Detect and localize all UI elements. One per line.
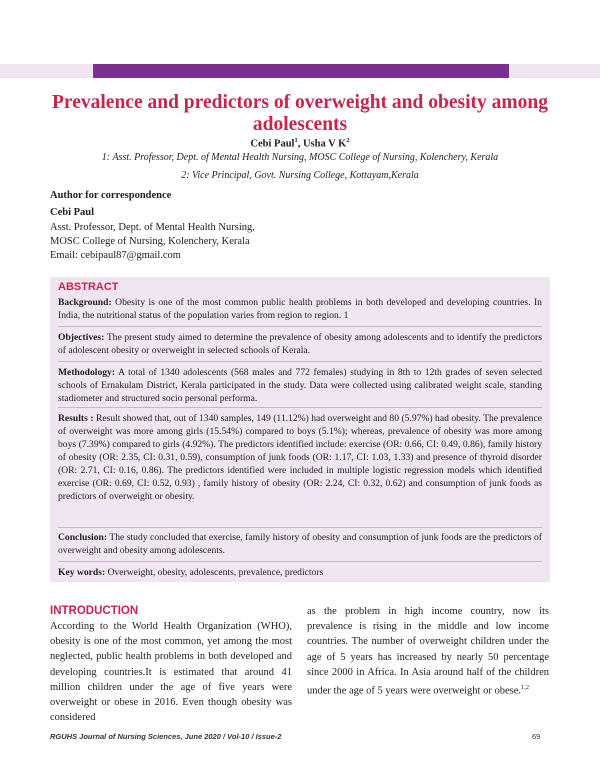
introduction-right-column xyxy=(307,604,549,699)
objectives-label: Objectives: xyxy=(58,332,105,343)
divider xyxy=(58,326,542,327)
conclusion-text: The study concluded that exercise, family history of obesity and consumption of junk foods are the predictors of overweight and obesity among adolescents. xyxy=(58,532,543,556)
keywords-text: Overweight, obesity, adolescents, prevalence, predictors xyxy=(107,567,324,578)
objectives-text: The present study aimed to determine the prevalence of obesity among adolescents and to identify the predictors of adolescent obesity or overweight in selected schools of Kerala. xyxy=(58,332,542,356)
divider xyxy=(58,361,542,362)
introduction-left-column: According to the World Health Organization (WHO), obesity is one of the most common, yet among the most neglected, public health problems in both developed and developing countries.It is estimated that around 41 million children under the age of five years were overweight or obese in 2016. Even though obesity was considered xyxy=(50,621,292,724)
abstract-conclusion xyxy=(58,531,542,557)
conclusion-label: Conclusion: xyxy=(58,532,108,543)
methodology-text: A total of 1340 adolescents (568 males and 772 females) studying in 8th to 12th grades of seven selected schools of Ernakulam District, Kerala participated in the study. Data were collected using calibrated weight scale, standing stadiometer and structured socio personal performa. xyxy=(58,367,543,404)
introduction-right-text: as the problem in high income country, now its prevalence is rising in the middle and low income countries. The number of overweight children under the age of 5 years has increased by nearly 50 percentage since 2000 in Africa. In Asia around half of the children under the age of 5 years were overweight or obese. xyxy=(307,606,549,697)
affiliation-1: 1: Asst. Professor, Dept. of Mental Health Nursing, MOSC College of Nursing, Kolenchery, Kerala xyxy=(101,152,499,163)
author-2-sup: 2 xyxy=(346,137,350,144)
author-1: Cebi Paul xyxy=(250,138,295,150)
divider xyxy=(58,527,542,528)
page-number: 69 xyxy=(532,732,541,741)
background-label: Background: xyxy=(58,297,112,308)
author-line xyxy=(40,137,560,150)
journal-footer: RGUHS Journal of Nursing Sciences, June 2020 / Vol-10 / Issue-2 xyxy=(50,732,282,741)
introduction-heading: INTRODUCTION xyxy=(50,605,139,617)
results-label: Results : xyxy=(58,413,94,424)
divider xyxy=(58,407,542,408)
affiliation-2: 2: Vice Principal, Govt. Nursing College, Kottayam,Kerala xyxy=(181,170,419,181)
author-2: Usha V K xyxy=(302,138,347,150)
keywords-label: Key words: xyxy=(58,567,106,578)
abstract-results xyxy=(58,412,542,503)
correspondence-line: Asst. Professor, Dept. of Mental Health Nursing, xyxy=(50,222,255,233)
paper-title: Prevalence and predictors of overweight and obesity among adolescents xyxy=(52,92,548,135)
divider xyxy=(58,561,542,562)
author-separator: , xyxy=(297,138,303,150)
results-text: Result showed that, out of 1340 samples, 149 (11.12%) had overweight and 80 (5.97%) had obesity. The prevalence of overweight was more among girls (15.54%) compared to boys (5.1%); whereas, prevalence of obesity was more among boys (7.39%) compared to girls (4.92%). The predictors identified include: exercise (OR: 0.66, CI: 0.49, 0.86), family history of obesity (OR: 2.35, CI: 0.31, 0.59), consumption of junk foods (OR: 1.17, CI: 1.03, 1.33) and presence of thyroid disorder (OR: 2.71, CI: 0.16, 0.86). The predictors identified were included in multiple logistic regression models which identified exercise (OR: 0.69, CI: 0.52, 0.93) , family history of obesity (OR: 2.24, CI: 0.32, 0.62) and consumption of junk foods as predictors of overweight or obesity. xyxy=(58,413,542,502)
background-text: Obesity is one of the most common public health problems in both developed and developing countries. In India, the nutritional status of the population varies from region to region. 1 xyxy=(58,297,542,321)
header-accent-bar xyxy=(93,64,509,78)
abstract-heading: ABSTRACT xyxy=(58,281,119,293)
author-1-sup: 1 xyxy=(294,137,298,144)
methodology-label: Methodology: xyxy=(58,367,116,378)
abstract-objectives xyxy=(58,331,542,357)
abstract-keywords xyxy=(58,566,542,579)
citation-sup: 1,2 xyxy=(521,684,530,692)
correspondence-email: Email: cebipaul87@gmail.com xyxy=(50,250,181,261)
abstract-methodology xyxy=(58,366,542,405)
correspondence-name: Cebi Paul xyxy=(50,207,95,218)
abstract-background xyxy=(58,296,542,322)
correspondence-line: MOSC College of Nursing, Kolenchery, Kerala xyxy=(50,236,250,247)
correspondence-heading: Author for correspondence xyxy=(50,190,172,201)
